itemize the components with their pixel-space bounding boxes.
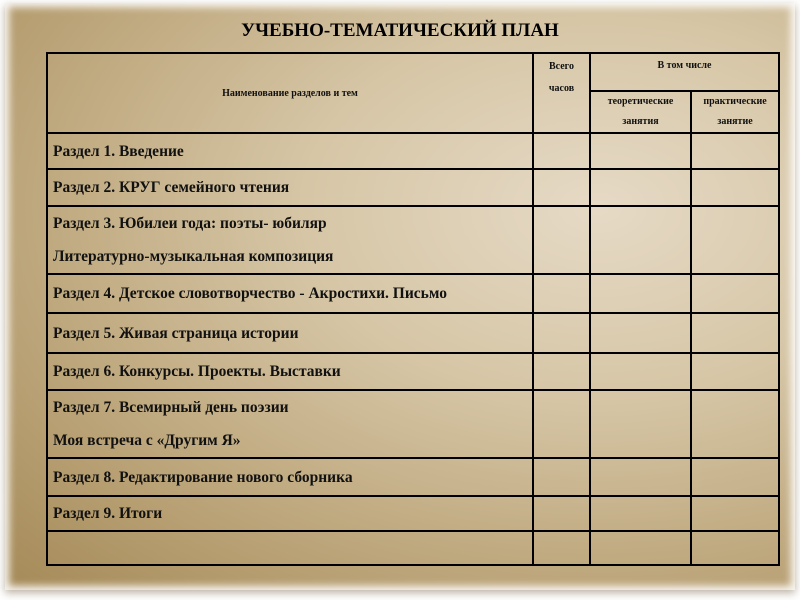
section-name [47, 169, 533, 206]
section-name [47, 133, 533, 169]
header-including: В том числе [590, 53, 779, 91]
table-row [47, 458, 779, 496]
header-theory-line2: занятия [622, 116, 659, 127]
total-hours-cell [533, 531, 590, 565]
header-total [533, 53, 590, 133]
total-hours-cell [533, 133, 590, 169]
header-practice-line1: практические [703, 96, 767, 107]
theory-cell [590, 458, 691, 496]
practice-cell [691, 353, 779, 390]
section-name [47, 458, 533, 496]
total-hours-cell [533, 458, 590, 496]
section-line1: Раздел 1. Введение [53, 142, 184, 160]
table-row [47, 496, 779, 531]
section-line1: Раздел 8. Редактирование нового сборника [53, 468, 353, 486]
theory-cell [590, 206, 691, 274]
total-hours-cell [533, 390, 590, 458]
practice-cell [691, 496, 779, 531]
header-practice-line2: занятие [717, 116, 753, 127]
section-name [47, 313, 533, 353]
header-total-line2: часов [548, 83, 575, 94]
practice-cell [691, 274, 779, 313]
table-row [47, 390, 779, 458]
total-hours-cell [533, 206, 590, 274]
section-name [47, 390, 533, 458]
total-hours-cell [533, 169, 590, 206]
total-hours-cell [533, 313, 590, 353]
header-name: Наименование разделов и тем [47, 53, 533, 133]
theory-cell [590, 313, 691, 353]
header-theory [590, 91, 691, 133]
curriculum-table [46, 52, 780, 566]
table-row [47, 206, 779, 274]
section-name [47, 496, 533, 531]
practice-cell [691, 531, 779, 565]
practice-cell [691, 390, 779, 458]
practice-cell [691, 313, 779, 353]
theory-cell [590, 274, 691, 313]
theory-cell [590, 133, 691, 169]
section-line1: Раздел 3. Юбилеи года: поэты- юбиляр [53, 215, 327, 232]
table-row [47, 169, 779, 206]
table-row [47, 133, 779, 169]
theory-cell [590, 169, 691, 206]
table-row [47, 274, 779, 313]
section-line1: Раздел 2. КРУГ семейного чтения [53, 179, 290, 196]
theory-cell [590, 531, 691, 565]
section-line2: Литературно-музыкальная композиция [53, 248, 334, 265]
theory-cell [590, 390, 691, 458]
total-hours-cell [533, 496, 590, 531]
section-name [47, 353, 533, 390]
theory-cell [590, 496, 691, 531]
section-line1: Раздел 7. Всемирный день поэзии [53, 399, 289, 416]
total-hours-cell [533, 274, 590, 313]
practice-cell [691, 206, 779, 274]
practice-cell [691, 458, 779, 496]
header-theory-line1: теоретические [607, 96, 674, 107]
section-line1: Раздел 6. Конкурсы. Проекты. Выставки [53, 363, 341, 380]
table-row [47, 353, 779, 390]
total-hours-cell [533, 353, 590, 390]
section-name [47, 206, 533, 274]
practice-cell [691, 169, 779, 206]
section-line1: Раздел 4. Детское словотворчество - Акростихи. Письмо [53, 285, 447, 302]
section-line1: Раздел 5. Живая страница истории [53, 324, 299, 342]
practice-cell [691, 133, 779, 169]
header-total-line1: Всего [549, 61, 574, 72]
table-row [47, 531, 779, 565]
theory-cell [590, 353, 691, 390]
section-name [47, 531, 533, 565]
table-row [47, 313, 779, 353]
section-line2: Моя встреча с «Другим Я» [53, 432, 241, 449]
page-title: УЧЕБНО-ТЕМАТИЧЕСКИЙ ПЛАН [241, 20, 559, 41]
section-line1: Раздел 9. Итоги [53, 505, 163, 522]
header-practice [691, 91, 779, 133]
section-name [47, 274, 533, 313]
